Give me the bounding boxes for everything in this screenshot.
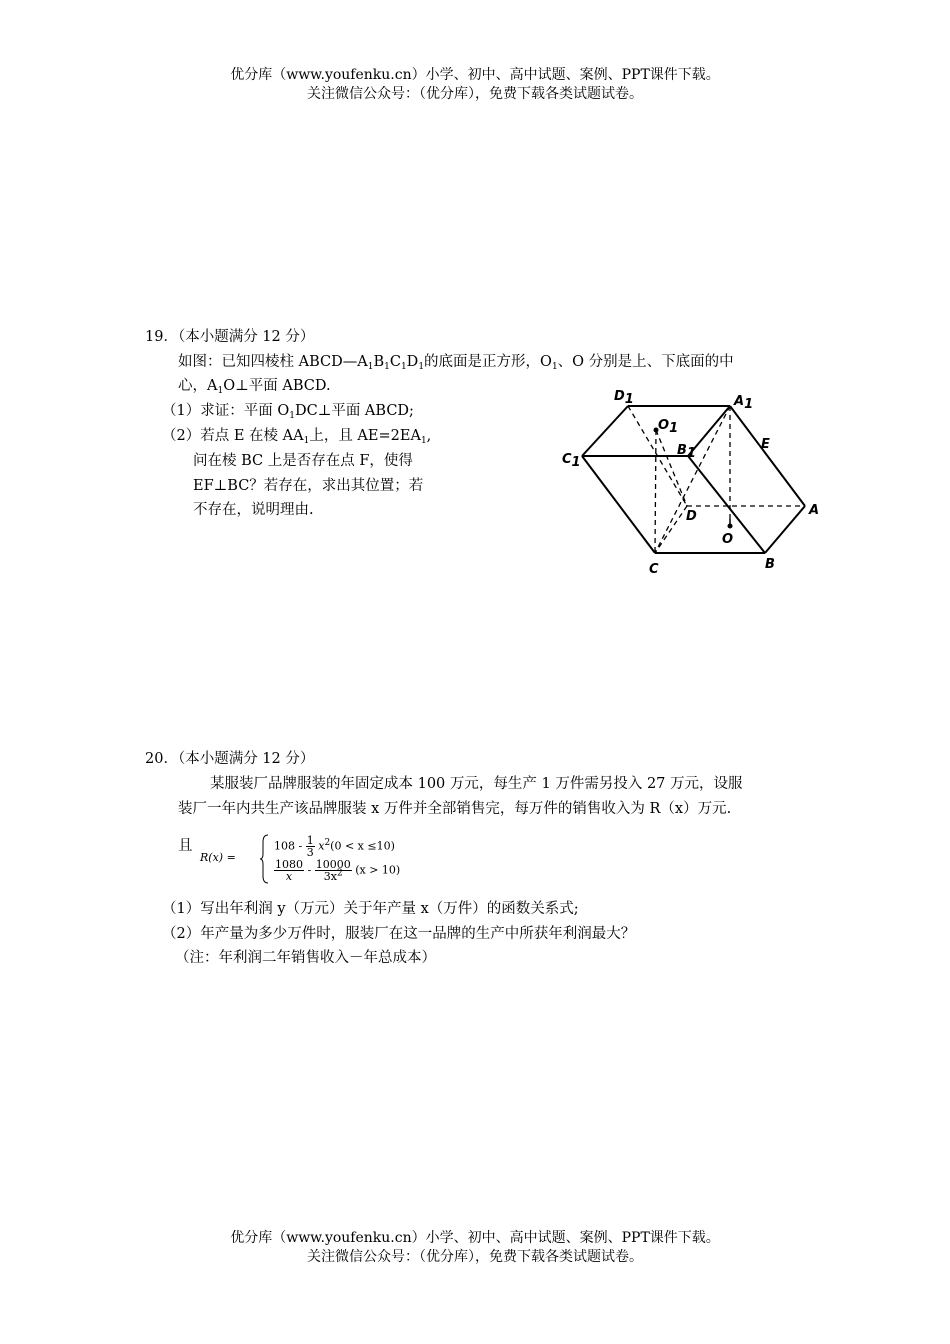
q19-part-2-line-2: 问在棱 BC 上是否存在点 F，使得: [193, 453, 413, 469]
footer-line-2: 关注微信公众号：（优分库），免费下载各类试题试卷。: [307, 1249, 643, 1265]
subscript: 1: [217, 386, 224, 396]
q19-stem-line-2: [178, 376, 331, 396]
q19-stem-text: 如图：已知四棱柱 ABCD—A: [178, 354, 368, 370]
q19-part-text: （1）求证：平面 O: [162, 403, 290, 419]
header-line-2: 关注微信公众号：（优分库），免费下载各类试题试卷。: [307, 86, 643, 102]
q20-part-2: （2）年产量为多少万件时，服装厂在这一品牌的生产中所获年利润最大？: [162, 926, 636, 942]
label-b1: B1: [677, 443, 696, 461]
q19-part-2-line-3: EF⊥BC？若存在，求出其位置；若: [193, 478, 424, 494]
q19-stem-text: 的底面是正方形，O: [424, 354, 552, 370]
q20-part-1: （1）写出年利润 y（万元）关于年产量 x（万件）的函数关系式;: [162, 901, 579, 917]
formula-text: 108 -: [274, 839, 303, 853]
q20-heading: [145, 749, 314, 769]
q20-number: 20．: [145, 751, 178, 767]
formula-lhs: R(x) =: [200, 851, 236, 864]
q19-part-text: DC⊥平面 ABCD;: [294, 403, 414, 419]
label-a: A: [809, 503, 820, 518]
formula-condition: (x > 10): [355, 863, 401, 877]
subscript: 1: [551, 362, 558, 372]
subscript: 1: [420, 436, 427, 446]
q19-stem-text: B: [373, 354, 385, 370]
q20-stem-line-2: 装厂一年内共生产该品牌服装 x 万件并全部销售完，每万件的销售收入为 R（x）万元.: [178, 801, 732, 817]
label-o1: O1: [658, 418, 679, 436]
label-o: O: [722, 532, 734, 547]
subscript: 1: [303, 436, 310, 446]
subscript: 1: [384, 362, 390, 372]
prism-solid-edges: [582, 406, 805, 553]
fraction: $\frac{1}{3}$: [306, 834, 314, 859]
superscript: 2: [324, 837, 331, 848]
formula-case-1: [274, 835, 395, 858]
q19-stem-text: D: [406, 354, 419, 370]
q19-stem-text: O⊥平面 ABCD.: [223, 378, 331, 394]
subscript: 1: [418, 362, 425, 372]
q19-part-2-line-4: 不存在，说明理由.: [193, 502, 314, 518]
formula-condition: (0 < x ≤10): [330, 839, 395, 853]
prism-figure: [555, 385, 835, 580]
formula-case-2: [274, 859, 400, 882]
q19-number: 19．: [145, 329, 178, 345]
revenue-formula: [200, 832, 490, 886]
label-a1: A1: [734, 394, 754, 412]
q19-heading: [145, 327, 314, 347]
q19-stem-text: 心，A: [178, 378, 218, 394]
q19-score: （本小题满分 12 分）: [177, 329, 315, 345]
q19-part-text: （2）若点 E 在棱 AA: [162, 428, 304, 444]
subscript: 1: [289, 411, 295, 421]
fraction: $\frac{1080}{x}$: [275, 858, 303, 883]
q20-score: （本小题满分 12 分）: [177, 751, 315, 767]
label-d: D: [686, 509, 697, 524]
q19-stem-text: 、O 分别是上、下底面的中: [557, 354, 734, 370]
footer-line-1: 优分库（www.youfenku.cn）小学、初中、高中试题、案例、PPT课件下载。: [230, 1230, 720, 1246]
label-b: B: [765, 557, 775, 572]
label-d1: D1: [614, 389, 634, 407]
q20-note: （注：年利润二年销售收入－年总成本）: [175, 950, 436, 966]
subscript: 1: [367, 362, 374, 372]
q19-part-text: ,: [426, 428, 432, 444]
q19-part-2: [162, 426, 431, 446]
subscript: 1: [400, 362, 407, 372]
formula-text: -: [307, 863, 312, 877]
header-line-1: 优分库（www.youfenku.cn）小学、初中、高中试题、案例、PPT课件下载。: [230, 67, 720, 83]
q19-stem-text: C: [389, 354, 401, 370]
label-e: E: [761, 437, 770, 452]
formula-text: x: [318, 839, 325, 853]
formula-brace: [260, 834, 270, 884]
q20-stem-line-1: 某服装厂品牌服装的年固定成本 100 万元，每生产 1 万件需另投入 27 万元，设服: [210, 776, 743, 792]
label-c: C: [649, 562, 659, 577]
q20-qie: 且: [178, 838, 193, 854]
q19-part-1: [162, 401, 414, 421]
q19-part-text: 上，且 AE=2EA: [309, 428, 421, 444]
label-c1: C1: [562, 452, 581, 470]
q19-stem-line-1: [178, 352, 734, 372]
fraction: $\frac{10000}{3x^2}$: [315, 858, 351, 883]
